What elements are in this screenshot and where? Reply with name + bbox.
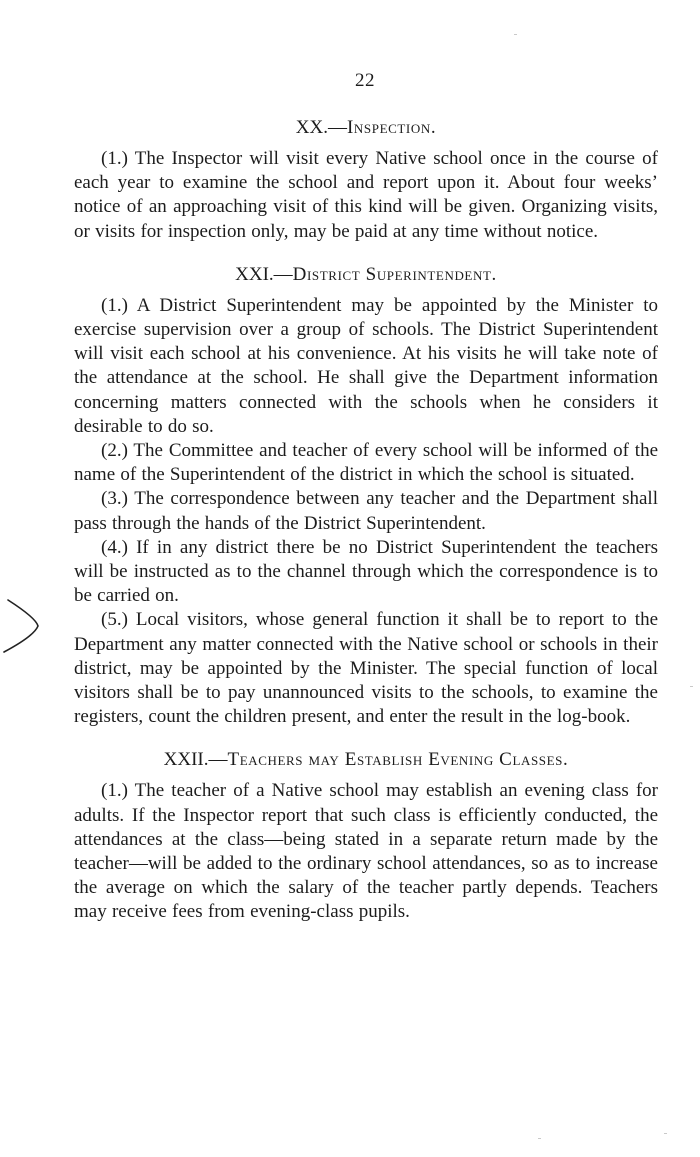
paragraph: (1.) A District Superintendent may be appointed by the Minister to exercise supervision over a group of schools. The District Superintendent will visit each school at his convenience. At his visits he will take note of the attendance at the school. He shall give the Department information concerning matters connected with the schools when he considers it desirable to do so. (74, 294, 658, 437)
scan-speck (690, 686, 693, 687)
paragraph: (5.) Local visitors, whose general function it shall be to report to the Department any matter connected with the Native school or schools in their district, may be appointed by the Minister. The special function of local visitors shall be to pay unannounced visits to the schools, to examine the registers, count the children present, and enter the result in the log-book. (74, 609, 658, 728)
section-title: Teachers may Establish Evening Classes. (227, 749, 569, 771)
scan-speck (538, 1138, 541, 1139)
margin-bracket-mark (0, 596, 42, 656)
section-title: District Superintendent. (292, 263, 497, 285)
document-body (74, 115, 658, 925)
section-title: Inspection. (347, 117, 437, 138)
paragraph: (1.) The Inspector will visit every Native school once in the course of each year to examine the school and report upon it. About four weeks’ notice of an approaching visit of this kind will be given. Organizing visits, or visits for inspection only, may be paid at any time without notice. (74, 148, 658, 242)
paragraph: (2.) The Committee and teacher of every school will be informed of the name of the Superintendent of the district in which the school is situated. (74, 440, 658, 486)
section-heading-xx (74, 115, 658, 141)
page-number: 22 (355, 70, 375, 91)
paragraph: (4.) If in any district there be no District Superintendent the teachers will be instructed as to the channel through which the correspondence is to be carried on. (74, 536, 658, 607)
section-numeral: XXI.— (235, 263, 293, 285)
paragraph: (3.) The correspondence between any teacher and the Department shall pass through the hands of the District Superintendent. (74, 488, 658, 534)
section-numeral: XX.— (295, 117, 347, 138)
scan-speck (664, 1133, 667, 1134)
section-heading-xxi (74, 262, 658, 288)
section-numeral: XXII.— (163, 749, 228, 771)
section-heading-xxii (74, 747, 658, 773)
scan-speck (514, 34, 517, 35)
paragraph: (1.) The teacher of a Native school may establish an evening class for adults. If the Inspector report that such class is efficiently conducted, the attendances at the class—being stated in a separate return made by the teacher—will be added to the ordinary school attendances, so as to increase the average on which the salary of the teacher partly depends. Teachers may receive fees from evening-class pupils. (74, 780, 658, 923)
